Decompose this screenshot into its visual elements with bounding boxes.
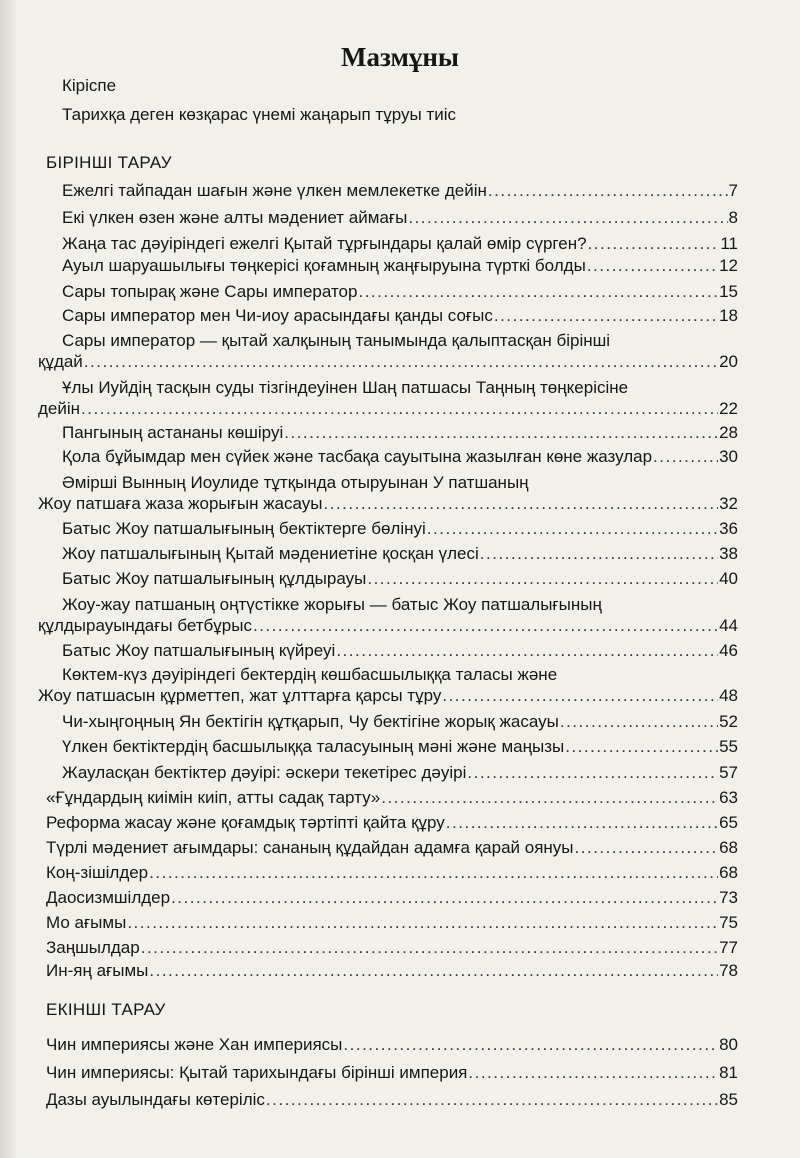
toc-entry-title: Коң-зішілдер [46, 863, 149, 882]
toc-entry-title: Чин империясы: Қытай тарихындағы бірінші империя [46, 1063, 468, 1082]
toc-entry-title: Көктем-күз дәуіріндегі бектердің көшбасшылыққа таласы және [62, 665, 558, 684]
toc-entry [62, 180, 738, 201]
toc-entry [62, 568, 738, 589]
toc-entry-title: Жауласқан бектіктер дәуірі: әскери текетірес дәуірі [62, 763, 467, 782]
toc-entry-title: Екі үлкен өзен және алты мәдениет аймағы [62, 208, 408, 227]
toc-entry-page: 15 [719, 282, 738, 301]
toc-entry [62, 305, 738, 326]
toc-entry-title: Чин империясы және Хан империясы [46, 1035, 343, 1054]
toc-entry-title: Батыс Жоу патшалығының бектіктерге бөлінуі [62, 519, 426, 538]
toc-entry-page: 81 [719, 1063, 738, 1082]
toc-entry [46, 960, 738, 981]
toc-entry [38, 594, 738, 636]
toc-entry-page: 28 [719, 423, 738, 442]
part-two-heading: ЕКІНШІ ТАРАУ [46, 1000, 166, 1019]
toc-entry-title: Реформа жасау және қоғамдық тәртіпті қайта құру [46, 813, 445, 832]
toc-entry-page: 85 [719, 1090, 738, 1109]
toc-entry-title: Ұлы Иуйдің тасқын суды тізгіндеуінен Шаң патшасы Таңның төңкерісіне [62, 378, 629, 397]
toc-entry [62, 762, 738, 783]
page-title: Мазмұны [341, 42, 459, 72]
toc-entry [62, 446, 738, 467]
toc-entry-title: Жаңа тас дәуіріндегі ежелгі Қытай тұрғындары қалай өмір сүрген? [62, 234, 587, 253]
toc-entry [62, 281, 738, 302]
toc-entry [62, 255, 738, 276]
toc-entry-title: Ин-яң ағымы [46, 961, 149, 980]
toc-entry [38, 664, 738, 706]
toc-entry [62, 207, 738, 228]
toc-entry-title: Мо ағымы [46, 913, 127, 932]
toc-entry-title: Заңшылдар [46, 938, 140, 957]
toc-entry [38, 472, 738, 514]
part-one-heading: БІРІНШІ ТАРАУ [46, 153, 172, 172]
toc-entry-page: 12 [719, 256, 738, 275]
toc-entry [62, 518, 738, 539]
toc-entry-page: 32 [719, 494, 738, 513]
toc-entry-title: Жоу патшалығының Қытай мәдениетіне қосқан үлесі [62, 544, 479, 563]
toc-entry-title-cont: дейін [38, 399, 81, 418]
toc-entry-page: 63 [719, 788, 738, 807]
toc-entry-title-cont: құлдырауындағы бетбұрыс [38, 616, 252, 635]
toc-entry-page: 20 [719, 352, 738, 371]
page-edge-shadow [0, 0, 18, 1158]
toc-entry-page: 38 [719, 544, 738, 563]
toc-entry [46, 812, 738, 833]
toc-entry-title: Сары император — қытай халқының танымында қалыптасқан бірінші [62, 331, 611, 350]
toc-entry-title: Ауыл шаруашылығы төңкерісі қоғамның жаңғыруына түрткі болды [62, 256, 586, 275]
toc-entry-page: 65 [719, 813, 738, 832]
toc-entry-title-cont: Жоу патшаға жаза жорығын жасауы [38, 494, 323, 513]
toc-entry-page: 48 [719, 686, 738, 705]
toc-entry [46, 1089, 738, 1110]
toc-entry-title: Сары топырақ және Сары император [62, 282, 358, 301]
toc-entry [46, 787, 738, 808]
toc-entry [38, 377, 738, 419]
toc-entry-page: 52 [719, 712, 738, 731]
toc-entry-page: 44 [719, 616, 738, 635]
toc-entry-page: 57 [719, 763, 738, 782]
toc-entry-title: Үлкен бектіктердің басшылыққа таласуының мәні және маңызы [62, 737, 565, 756]
toc-entry-page: 68 [719, 863, 738, 882]
toc-entry [62, 640, 738, 661]
toc-entry-page: 11 [720, 234, 738, 253]
toc-entry-title: Дазы ауылындағы көтеріліс [46, 1090, 265, 1109]
toc-entry-page: 22 [719, 399, 738, 418]
intro-item: Кіріспе [62, 76, 117, 95]
toc-entry-page: 7 [728, 181, 738, 200]
toc-entry-title: Пангының астананы көшіруі [62, 423, 284, 442]
toc-entry-title: Сары император мен Чи-иоу арасындағы қанды соғыс [62, 306, 493, 325]
toc-entry-title: «Ғұндардың киімін киіп, атты садақ тарту» [46, 788, 381, 807]
toc-entry-page: 46 [719, 641, 738, 660]
toc-entry-title-cont: Жоу патшасын құрметтеп, жат ұлттарға қарсы тұру [38, 686, 442, 705]
toc-entry [38, 330, 738, 372]
toc-entry-title: Чи-хыңгоңның Ян бектігін құтқарып, Чу бектігіне жорық жасауы [62, 712, 559, 731]
toc-entry-title: Түрлі мәдениет ағымдары: сананың құдайдан адамға қарай оянуы [46, 838, 574, 857]
toc-entry [46, 862, 738, 883]
toc-entry-title-cont: құдай [38, 352, 83, 371]
toc-entry [46, 887, 738, 908]
toc-entry [46, 1062, 738, 1083]
toc-entry-page: 40 [719, 569, 738, 588]
toc-entry [62, 736, 738, 757]
toc-entry-page: 78 [719, 961, 738, 980]
toc-entry [62, 233, 738, 254]
toc-entry-title: Әмірші Вынның Иоулиде тұтқында отыруынан У патшаның [62, 473, 529, 492]
toc-entry-title: Батыс Жоу патшалығының күйреуі [62, 641, 336, 660]
intro-item: Тарихқа деген көзқарас үнемі жаңарып тұруы тиіс [62, 105, 456, 124]
toc-entry-title: Қола бұйымдар мен сүйек және тасбақа сауытына жазылған көне жазулар [62, 447, 653, 466]
toc-entry-title: Жоу-жау патшаның оңтүстікке жорығы — батыс Жоу патшалығының [62, 595, 602, 614]
toc-entry-page: 68 [719, 838, 738, 857]
toc-entry-page: 80 [719, 1035, 738, 1054]
toc-entry [46, 1034, 738, 1055]
toc-entry [62, 543, 738, 564]
toc-entry-title: Ежелгі тайпадан шағын және үлкен мемлекетке дейін [62, 181, 487, 200]
toc-entry [62, 711, 738, 732]
toc-entry-page: 8 [728, 208, 738, 227]
toc-entry [46, 912, 738, 933]
toc-entry-page: 77 [719, 938, 738, 957]
toc-entry-title: Батыс Жоу патшалығының құлдырауы [62, 569, 367, 588]
toc-entry-page: 73 [719, 888, 738, 907]
toc-entry [46, 937, 738, 958]
toc-entry-page: 18 [719, 306, 738, 325]
toc-entry-page: 30 [719, 447, 738, 466]
toc-entry-title: Даосизмшілдер [46, 888, 171, 907]
toc-entry-page: 55 [719, 737, 738, 756]
toc-entry-page: 75 [719, 913, 738, 932]
toc-entry [62, 422, 738, 443]
toc-entry-page: 36 [719, 519, 738, 538]
toc-entry [46, 837, 738, 858]
